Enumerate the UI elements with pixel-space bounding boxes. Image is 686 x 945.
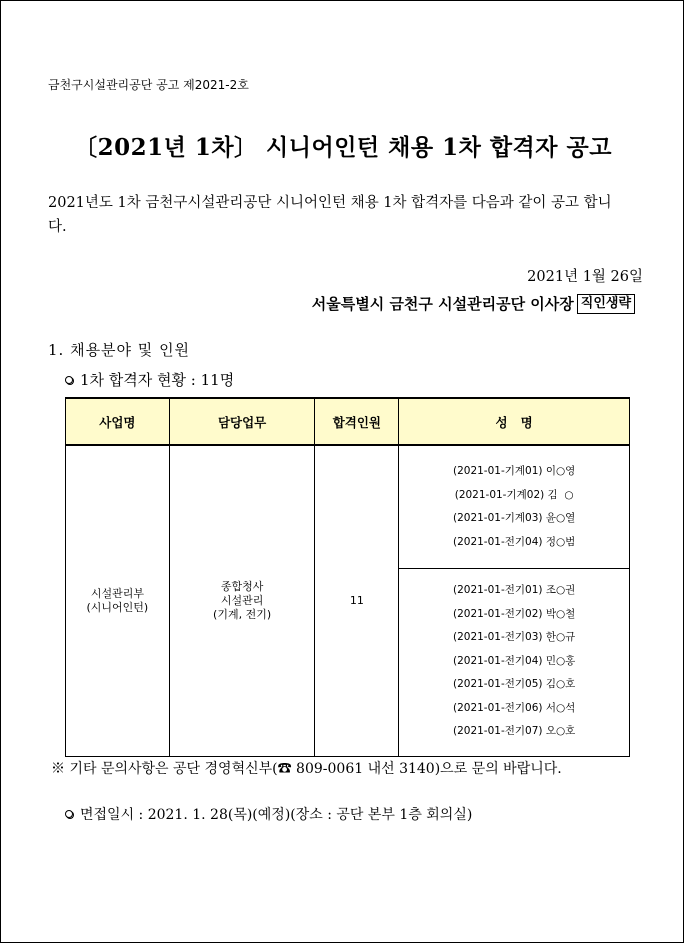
list-item: (2021-01-전기04) 민○홍 <box>452 654 576 667</box>
status-line <box>65 369 234 390</box>
names-cell <box>399 445 630 756</box>
list-item: (2021-01-기계03) 윤○열 <box>452 512 576 524</box>
intro-paragraph: 2021년도 1차 금천구시설관리공단 시니어인턴 채용 1차 합격자를 다음과 같이 공고 합니다. <box>48 195 612 235</box>
duty-line-1: 종합청사 <box>220 579 264 593</box>
names-group-machine <box>399 446 629 569</box>
names-group-electric <box>399 569 629 756</box>
section-heading: 1. 채용분야 및 인원 <box>48 341 191 359</box>
circle-bullet-icon <box>65 376 73 384</box>
list-item: (2021-01-전기05) 김○호 <box>452 678 576 690</box>
dept-name: 시설관리부 <box>90 586 144 600</box>
list-item: (2021-01-전기04) 정○범 <box>452 535 576 548</box>
interview-line <box>65 804 472 824</box>
document-title: 〔2021년 1차〕 시니어인턴 채용 1차 합격자 공고 <box>74 134 612 161</box>
dept-sub: (시니어인턴) <box>86 600 149 614</box>
interview-text: 면접일시 : 2021. 1. 28(목)(예정)(장소 : 공단 본부 1층 회의실) <box>80 807 473 823</box>
duty-line-3: (기계, 전기) <box>213 607 272 621</box>
count-cell: 11 <box>315 445 399 756</box>
header-names: 성 명 <box>399 398 630 445</box>
notice-number: 금천구시설관리공단 공고 제2021-2호 <box>48 78 249 92</box>
list-item: (2021-01-기계01) 이○영 <box>452 465 576 477</box>
duty-cell <box>169 445 315 756</box>
list-item: (2021-01-기계02) 김 ○ <box>454 488 574 501</box>
notice-date: 2021년 1월 26일 <box>527 269 643 285</box>
header-dept: 사업명 <box>66 398 170 445</box>
list-item: (2021-01-전기03) 한○규 <box>452 631 576 643</box>
contact-note: ※ 기타 문의사항은 공단 경영혁신부(☎ 809-0061 내선 3140)으로 문의 바랍니다. <box>51 761 562 777</box>
dept-cell <box>66 445 170 756</box>
list-item: (2021-01-전기07) 오○호 <box>452 725 576 737</box>
list-item: (2021-01-전기01) 조○권 <box>452 584 576 596</box>
table-row <box>66 445 630 756</box>
issuer-name: 서울특별시 금천구 시설관리공단 이사장 <box>311 295 574 313</box>
results-table <box>65 397 630 757</box>
list-item: (2021-01-전기02) 박○철 <box>452 607 576 620</box>
header-duty: 담당업무 <box>169 398 315 445</box>
table-header-row <box>66 398 630 445</box>
seal-stamp: 직인생략 <box>577 294 635 314</box>
header-count: 합격인원 <box>315 398 399 445</box>
list-item: (2021-01-전기06) 서○석 <box>452 701 576 714</box>
circle-bullet-icon <box>65 810 73 818</box>
duty-line-2: 시설관리 <box>220 593 264 607</box>
status-text: 1차 합격자 현황 : 11명 <box>80 371 235 389</box>
issuer-block <box>312 293 635 314</box>
